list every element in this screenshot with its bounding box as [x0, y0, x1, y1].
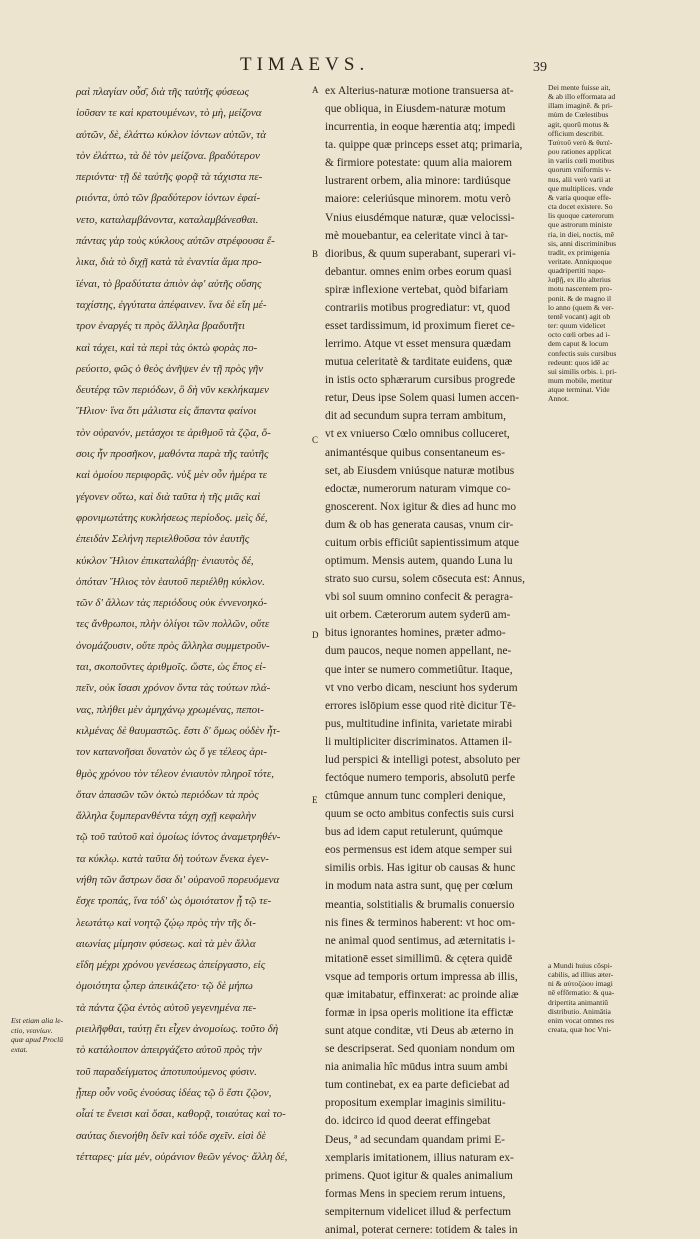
latin-line: gnoscerent. Nox igitur & dies ad hunc mo — [325, 500, 517, 513]
latin-line: vt ex vniuerso Cœlo omnibus colluceret, — [325, 428, 510, 441]
latin-line: & firmiore potestate: quum alia maiorem — [325, 157, 512, 170]
latin-line: ctûmque annum tunc compleri denique, — [325, 790, 506, 803]
latin-line: maiore: celeriúsque minorem. motu verò — [325, 193, 511, 206]
latin-line: se descripserat. Sed quoniam nondum om — [325, 1043, 515, 1056]
greek-line: τρον ἐναργές τι πρὸς ἄλληλα βραδυτῆτι — [76, 320, 245, 333]
greek-line: οἷαί τε ἔνεισι καὶ ὅσαι, καθορᾷ, τοιαύτας καὶ το- — [76, 1108, 286, 1121]
latin-line: ex Alterius-naturæ motione transuersa at- — [325, 85, 514, 97]
latin-line: dioribus, & quum superabant, superari vi- — [325, 247, 516, 260]
greek-line: ὁπόταν Ἥλιος τὸν ἑαυτοῦ περιέλθῃ κύκλον. — [76, 575, 265, 588]
greek-line: ϊέναι, τὸ βραδύτατα ἀπιὸν ἀφ' αὐτῆς οὔσης — [76, 277, 262, 290]
side-note-line: agit, quorū motus & — [548, 119, 610, 129]
greek-line: τες ἄνθρωποι, πλὴν ὀλίγοι τῶν πολλῶν, οὔτε — [76, 618, 270, 631]
latin-line: retur, Deus ipse Solem quasi lumen accen- — [325, 392, 520, 405]
greek-line: τῷ τοῦ ταὐτοῦ καὶ ὁμοίως ἰόντος ἀναμετρηθέν- — [76, 831, 281, 844]
latin-line: incurrentia, in eoque hærentia atq; impedi — [325, 121, 516, 134]
greek-line: τῶν δ' ἄλλων τὰς περιόδους οὐκ ἐννενοηκό- — [76, 597, 268, 610]
latin-line: Deus, ª ad secundam quandam primi E- — [325, 1133, 505, 1146]
left-note-line: quæ apud Proclū — [11, 1035, 64, 1044]
latin-line: lud perspici & intelligi potest, absoluto per — [325, 753, 521, 766]
latin-line: quum se octo ambitus confectis suis cursi — [325, 808, 515, 821]
side-note-line: enim vocat omnes res — [548, 1015, 615, 1025]
latin-line: lustrarent orbem, alia minore: tardiúsque — [325, 175, 511, 188]
greek-line: ἔσχε τροπάς, ἵνα τόδ' ὡς ὁμοιότατον ᾖ τῷ τε- — [76, 895, 272, 908]
latin-line: mè mouebantur, ea celeritate vinci à tar- — [325, 229, 509, 242]
latin-line: mutua celeritatè & tarditate euidens, quæ — [325, 356, 513, 369]
margin-letter: D — [312, 630, 319, 640]
latin-line: tum continebat, ex ea parte deficiebat ad — [325, 1079, 510, 1092]
greek-line: τὸν οὐρανόν, μετάσχοι τε ἀριθμοῦ τὰ ζῷα, ὅ- — [76, 426, 271, 439]
side-note-line: Tαὐτοῦ verò & θατέ- — [548, 137, 613, 147]
latin-line: dum & ob has generata causas, vnum cir- — [325, 518, 514, 531]
side-note-line: cta docet existere. So — [548, 202, 613, 212]
greek-line: λεωτάτῳ καὶ νοητῷ ζῴῳ πρὸς τὴν τῆς δι- — [76, 916, 256, 929]
latin-line: spiræ inflexione vertebat, quòd bifariam — [325, 283, 509, 296]
side-note-line: sui similis orbis. i. pri- — [548, 366, 617, 376]
margin-letter: A — [312, 85, 319, 95]
side-note-line: dripertita animantiū — [548, 997, 609, 1007]
latin-line: mitationē esset simillimū. & cętera quidē — [325, 952, 513, 965]
latin-line: errores islōpium esse quod ritè dicitur Tē- — [325, 699, 516, 712]
side-note-line: nus, alii verò varii at — [548, 174, 611, 184]
latin-line: formas Mens in speciem rerum intuens, — [325, 1187, 506, 1200]
latin-line: pus, multitudine infinita, varietate mirabi — [325, 717, 513, 730]
side-note-line: ni & αὐτοζώου imagi — [548, 979, 613, 989]
side-note-line: redeunt: quos idē ac — [548, 357, 609, 367]
side-note-top — [548, 83, 664, 403]
greek-line: ὁμοιότητα ᾧπερ ἀπεικάζετο· τῷ δὲ μήπω — [76, 980, 253, 993]
side-note-line: quorum vniformis v- — [548, 165, 612, 175]
side-note-line: que multiplices. vnde — [548, 183, 614, 193]
latin-line: que inter se numero commetiûtur. Itaque, — [325, 663, 513, 676]
latin-line: in istis octo sphærarum cursibus progrede — [325, 374, 516, 387]
greek-line: τὸν ἐλάττω, τὰ δὲ τὸν μείζονα. βραδύτερον — [76, 149, 260, 162]
left-note-line: Est etiam alia le- — [11, 1016, 64, 1025]
greek-line: τέτταρες· μία μέν, οὐράνιον θεῶν γένος· ἄλλη δέ, — [76, 1150, 288, 1163]
latin-line: ne animal quod sentimus, ad æternitatis i- — [325, 934, 516, 947]
side-note-line: Dei mente fuisse ait, — [548, 83, 611, 92]
greek-line: πάντας γὰρ τοὺς κύκλους αὐτῶν στρέφουσα ἕ- — [76, 235, 275, 248]
side-note-line: tentē vocant) agit ob — [548, 311, 611, 321]
greek-line: αὐτῶν, δὲ, ἐλάττω κύκλον ἰόντων αὐτῶν, τὰ — [76, 128, 267, 141]
greek-line: νήθη τῶν ἄστρων ὅσα δι' οὐρανοῦ πορευόμενα — [76, 873, 280, 886]
latin-line: sempiternum videlicet illud & perfectum — [325, 1205, 511, 1218]
latin-line: dum paucos, neque nomen appellant, ne- — [325, 645, 512, 658]
latin-line: do. idcirco id quod deerat effingebat — [325, 1115, 491, 1128]
side-note-line: illam imaginē. & pri- — [548, 101, 613, 111]
greek-line: γέγονεν οὕτω, καὶ διὰ ταῦτα ἡ τῆς μιᾶς καὶ — [76, 490, 261, 503]
latin-line: uit orbem. Cæterorum autem syderū am- — [325, 609, 511, 622]
latin-line: strato suo cursu, solem cōsecuta est: Annus, — [325, 573, 525, 586]
side-note-line: tradit, ex primigenia — [548, 247, 610, 257]
greek-line: νας, πλήθει μὲν ἀμηχάνῳ χρωμένας, πεποι- — [76, 703, 264, 716]
side-note-line: confectis suis cursibus — [548, 348, 617, 358]
greek-line: ᾗπερ οὖν νοῦς ἐνούσας ἰδέας τῷ ὃ ἔστι ζῷον, — [76, 1086, 272, 1099]
latin-line: nis fines & terminos haberent: vt hoc om- — [325, 916, 516, 929]
latin-line: debantur. omnes enim orbes eorum quasi — [325, 265, 512, 278]
side-note-line: creata, quæ hoc Vni- — [548, 1025, 612, 1035]
latin-line: set, ab Eiusdem vniúsque naturæ motibus — [325, 464, 515, 477]
side-note-line: officium describit. — [548, 128, 604, 138]
greek-line: ἄλληλα ξυμπερανθέντα τάχη σχῇ κεφαλὴν — [76, 810, 256, 823]
greek-line: δευτέρᾳ τῶν περιόδων, ὃ δὴ νῦν κεκλήκαμεν — [76, 384, 269, 397]
margin-letter: B — [312, 249, 319, 259]
latin-line: meantia, solstitialis & brumalis conuersio — [325, 898, 515, 911]
latin-line: primens. Quot igitur & quales animalium — [325, 1169, 513, 1182]
running-head: TIMAEVS. — [240, 54, 370, 75]
greek-line: τὸ κατάλοιπον ἀπειργάζετο αὐτοῦ πρὸς τὴν — [76, 1044, 262, 1057]
latin-line: nia animalia hîc mūdus intra suum ambi — [325, 1061, 508, 1074]
side-note-line: atque terminat. Vide — [548, 385, 610, 395]
greek-line: θμὸς χρόνου τὸν τέλεον ἐνιαυτὸν πληροῖ τότε, — [76, 767, 274, 780]
greek-line: σοις ἦν προσῆκον, μαθόντα παρὰ τῆς ταὐτῆς — [76, 448, 269, 461]
latin-line: similis orbis. Has igitur ob causas & hunc — [325, 862, 516, 875]
side-note-line: Annot. — [548, 394, 569, 404]
latin-line: cuitum orbis efficiût sapientissimum atque — [325, 536, 520, 549]
greek-line: αιωνίας μίμησιν φύσεως. καὶ τὰ μὲν ἄλλα — [76, 937, 256, 950]
greek-line: ριιόντα, ὑπὸ τῶν βραδύτερον ἰόντων ἐφαί- — [76, 192, 261, 205]
latin-line: Vnius eiusdémque naturæ, quæ velocissi- — [325, 211, 515, 224]
greek-line: ρεύοιτο, φῶς ὁ θεὸς ἀνῆψεν ἐν τῇ πρὸς γῆν — [76, 362, 264, 375]
greek-line: κιλμένας δὲ θαυμαστῶς. ἔστι δ' ὅμως οὐδὲν ἧτ- — [76, 724, 281, 737]
side-note-line: distributio. Animātia — [548, 1006, 611, 1016]
side-note-line: octo cœli orbes ad i- — [548, 330, 610, 340]
side-note-line: a Mundi huius cōspi- — [548, 961, 613, 970]
greek-line: ταχίστης, ἐγγύτατα ἀπέφαινεν. ἵνα δὲ εἴη μέ- — [76, 298, 267, 311]
side-note-line: & ab illo efformata ad — [548, 92, 616, 102]
side-note-line: in variis cœli motibus — [548, 156, 615, 166]
greek-line: περιόντα· τῇ δὲ ταὐτῆς φορᾷ τὰ τάχιστα πε- — [76, 171, 263, 184]
latin-text-column — [325, 82, 543, 1239]
latin-line: fectóque numero temporis, absolutū perfe — [325, 771, 516, 784]
latin-line: esset tardissimum, id proximum fieret ce- — [325, 320, 515, 333]
greek-line: καὶ τάχει, καὶ τὰ περὶ τὰς ὀκτὼ φορὰς πο- — [76, 341, 258, 354]
greek-line: νετο, καταλαμβάνοντα, καταλαμβάνεσθαι. — [76, 213, 259, 226]
latin-line: vt vno verbo dicam, nesciunt hos syderum — [325, 681, 518, 694]
side-note-bottom — [548, 961, 664, 1034]
side-note-line: motu nascentem pro- — [548, 284, 613, 294]
side-note-line: cabilis, ad illius æter- — [548, 970, 614, 980]
latin-line: dit ad secundum supra terram ambitum, — [325, 410, 506, 423]
greek-line: πεῖν, οὐκ ἴσασι χρόνον ὄντα τὰς τούτων πλά- — [76, 682, 271, 695]
greek-line: εἴδη μέχρι χρόνου γενέσεως ἀπείργαστο, εἰς — [76, 959, 266, 972]
greek-line: ραὶ πλαγίαν οὖσ̄, διὰ τῆς ταὐτῆς φύσεως — [76, 86, 249, 98]
side-note-line: λαβῇ, ex illo alterius — [548, 275, 611, 285]
greek-line: φρονιμωτάτης κυκλήσεως περίοδος. μεὶς δέ, — [76, 511, 268, 524]
side-note-line: mum mobile, metitur — [548, 376, 613, 385]
page-number: 39 — [533, 60, 547, 75]
greek-text-column — [76, 82, 308, 1168]
latin-line: animantésque quibus consentaneum es- — [325, 446, 505, 459]
latin-line: li multipliciter discriminatos. Attamen il- — [325, 735, 512, 748]
greek-line: κύκλον Ἥλιον ἐπικαταλάβῃ· ἐνιαυτὸς δέ, — [76, 554, 254, 567]
latin-line: ta. quippe quæ princeps esset atq; primaria, — [325, 139, 523, 152]
side-note-line: mùm de Cœlestibus — [548, 110, 609, 120]
greek-line: τον κατανοῆσαι δυνατὸν ὡς ὅ γε τέλεος ἀρι- — [76, 746, 268, 759]
latin-line: formæ in ipsa operis molitione ita effictæ — [325, 1006, 514, 1019]
latin-line: animal, poterat cernere: totidem & tales in — [325, 1223, 518, 1236]
greek-line: ὅταν ἁπασῶν τῶν ὀκτὼ περιόδων τὰ πρὸς — [76, 788, 259, 801]
greek-line: καὶ ὁμοίου περιφορᾶς. νὺξ μὲν οὖν ἡμέρα τε — [76, 469, 267, 482]
latin-line: xemplaris imitationem, illius naturam ex- — [325, 1151, 514, 1164]
side-note-line: sis, anni discriminibus — [548, 238, 617, 248]
side-note-line: ria, in diei, noctis, mē — [548, 229, 615, 239]
greek-line: Ἥλιον· ἵνα ὅτι μάλιστα εἰς ἅπαντα φαίνοι — [76, 405, 257, 418]
margin-letter: E — [312, 795, 318, 805]
side-note-line: nē effōrmatio: & qua- — [548, 988, 615, 998]
latin-line: edoctæ, numerorum naturam vimque co- — [325, 482, 511, 495]
left-note-line: extat. — [11, 1044, 28, 1054]
greek-line: τοῦ παραδείγματος ἀποτυπούμενος φύσιν. — [76, 1065, 257, 1078]
greek-line: ἰοῦσαν τε καὶ κρατουμένων, τὸ μὴ, μείζονα — [76, 107, 262, 120]
greek-line: ἐπειδὰν Σελήνη περιελθοῦσα τὸν ἑαυτῆς — [76, 533, 250, 546]
side-note-line: lis quoque cæterorum — [548, 211, 614, 221]
latin-line: in modum nata astra sunt, quę per cœlum — [325, 880, 513, 893]
latin-line: eos permensus est idem atque semper sui — [325, 844, 513, 857]
latin-line: contrariis motibus progrediatur: vt, quod — [325, 301, 511, 314]
latin-line: bus ad idem caput retulerunt, quúmque — [325, 826, 503, 839]
left-note-line: ctio, νεανίων. — [11, 1025, 53, 1035]
latin-line: que obliqua, in Eiusdem-naturæ motum — [325, 103, 506, 116]
side-note-line: ρου rationes applicat — [548, 147, 612, 157]
greek-line: ται, σκοποῦντες ἀριθμοῖς. ὥστε, ὡς ἔπος εἰ- — [76, 661, 267, 674]
side-note-line: lo anno (quem & ver- — [548, 302, 614, 312]
side-note-line: & varia quoque effe- — [548, 192, 612, 202]
latin-line: lerrimo. Atque vt esset mensura quædam — [325, 338, 512, 351]
greek-line: λικα, διὰ τὸ διχῇ κατὰ τὰ ἐναντία ἅμα προ- — [76, 256, 262, 269]
side-note-line: ter: quum videlicet — [548, 321, 606, 331]
latin-line: sunt atque conditæ, vti Deus ab æterno in — [325, 1025, 514, 1038]
side-note-line: veritate. Anniquoque — [548, 256, 612, 266]
side-note-line: quadripertiti παρα- — [548, 266, 606, 276]
latin-line: quæ imitabatur, effinxerat: ac proinde aliæ — [325, 988, 519, 1001]
latin-line: vsque ad temporis ortum impressa ab illis, — [325, 970, 518, 983]
greek-line: ὀνομάζουσιν, οὔτε πρὸς ἄλληλα συμμετροῦν- — [76, 639, 270, 652]
greek-line: ριειλῆφθαι, ταύτῃ ἔτι εἶχεν ἀνομοίως. τοῦτο δὴ — [76, 1023, 279, 1036]
side-note-line: ponit. & de magno il — [548, 293, 612, 303]
margin-letter: C — [312, 435, 319, 445]
latin-line: vbi sol suum omnino confecit & peragra- — [325, 591, 513, 604]
margin-section-letters — [312, 82, 322, 982]
left-margin-note — [11, 1016, 73, 1054]
latin-line: bitus ignorantes homines, præter admo- — [325, 627, 506, 640]
greek-line: τα κύκλῳ. κατὰ ταῦτα δὴ τούτων ἕνεκα ἐγεν- — [76, 852, 269, 865]
latin-line: optimum. Mensis autem, quando Luna lu — [325, 555, 513, 568]
side-note-line: dem caput & locum — [548, 339, 609, 349]
latin-line: propositum exemplar imaginis similitu- — [325, 1097, 506, 1110]
greek-line: τὰ πάντα ζῷα ἐντὸς αὐτοῦ γεγενημένα πε- — [76, 1001, 257, 1014]
greek-line: σαύτας διενοήθη δεῖν καὶ τόδε σχεῖν. εἰσὶ δὲ — [76, 1129, 266, 1142]
side-note-line: que astrorum ministe — [548, 220, 613, 230]
